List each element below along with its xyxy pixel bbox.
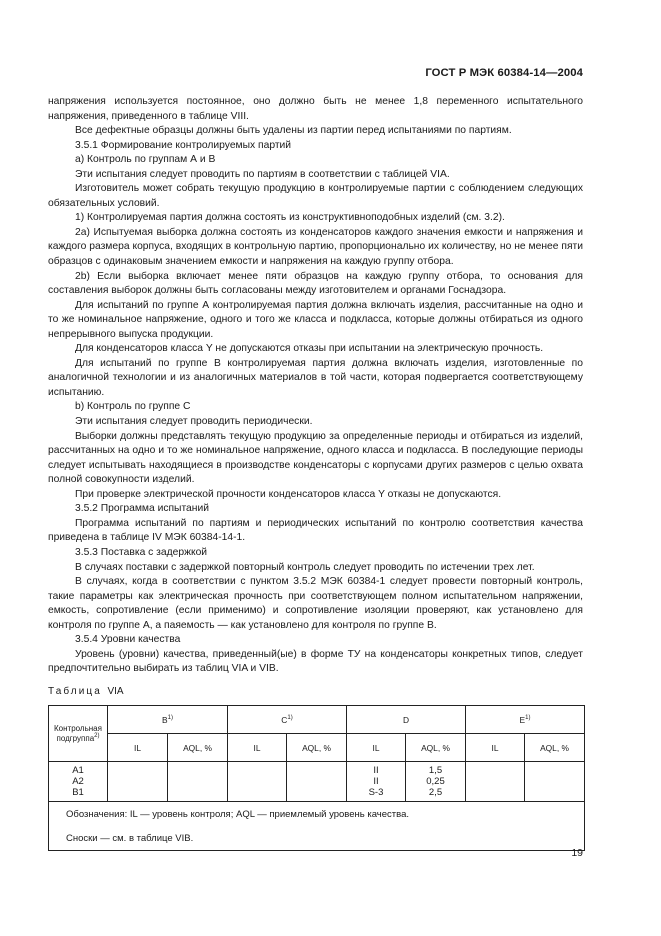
paragraph: 3.5.4 Уровни качества — [75, 634, 181, 646]
standard-header: ГОСТ Р МЭК 60384-14—2004 — [425, 67, 583, 79]
subheader-il: IL — [347, 734, 406, 762]
table-cell-empty — [228, 762, 287, 802]
paragraph: При проверке электрической прочности конденсаторов класса Y отказы не допускаются. — [75, 488, 502, 500]
paragraph: Эти испытания следует проводить по партиям в соответствии с таблицей VIA. — [75, 168, 450, 180]
paragraph: Выборки должны представлять текущую продукцию за определенные периоды и отбираться из изделий, рассчитанных на одно и то же номинальное напряжение, одного класса и подкласса. В последующие периоды следует испытывать находящиеся в производстве конденсаторы с корпусами других размеров с целью охвата полной совокупности изделий. — [48, 430, 583, 486]
quality-levels-table — [48, 705, 585, 851]
group-header-c: $C^{1)}$ — [228, 706, 347, 734]
table-cell-empty — [525, 762, 585, 802]
subheader-aql: AQL, % — [406, 734, 466, 762]
subheader-aql: AQL, % — [168, 734, 228, 762]
table-cell-empty — [287, 762, 347, 802]
body-text — [48, 95, 583, 677]
subheader-aql: AQL, % — [287, 734, 347, 762]
page-number: 19 — [571, 847, 583, 859]
table-cell-empty — [168, 762, 228, 802]
paragraph: Программа испытаний по партиям и периодических испытаний по контролю соответствия качества приведена в таблице IV МЭК 60384-14-1. — [48, 517, 583, 544]
paragraph: 3.5.3 Поставка с задержкой — [75, 546, 208, 558]
paragraph: Изготовитель может собрать текущую продукцию в контролируемые партии с соблюдением следующих обязательных условий. — [48, 183, 583, 209]
paragraph: 2а) Испытуемая выборка должна состоять из конденсаторов каждого значения емкости и напряжения и каждого размера корпуса, входящих в контрольную партию, пропорционально их количеству, но не менее пяти образцов с одинаковым значением емкости и напряжения на каждую группу отбора. — [48, 226, 583, 268]
paragraph: Все дефектные образцы должны быть удалены из партии перед испытаниями по партиям. — [75, 125, 512, 137]
paragraph: Эти испытания следует проводить периодически. — [75, 416, 313, 428]
paragraph: 3.5.1 Формирование контролируемых партий — [75, 139, 292, 151]
d-aql-cell: 1,5 0,25 2,5 — [406, 762, 466, 802]
group-header-d: D — [347, 706, 466, 734]
paragraph: 1) Контролируемая партия должна состоять из конструктивноподобных изделий (см. 3.2). — [75, 212, 505, 224]
subgroups-cell: A1 A2 B1 — [49, 762, 108, 802]
subheader-il: IL — [466, 734, 525, 762]
table-cell-empty — [108, 762, 168, 802]
table-note-footnotes: Сноски — см. в таблице VIB. — [49, 826, 585, 851]
paragraph: В случаях, когда в соответствии с пунктом 3.5.2 МЭК 60384-1 следует провести повторный контроль, такие параметры как электрическая прочность при соответствующем полном испытательном напряжении, емкость, сопротивление (если применимо) и сопротивление изоляции проверяют, как установлено для контроля по группе А, а паяемость — как установлено для контроля по группе В. — [48, 576, 583, 631]
table-caption-word: Таблица — [48, 686, 102, 697]
paragraph: напряжения используется постоянное, оно должно быть не менее 1,8 переменного испытательного напряжения, приведенного в таблице VIII. — [48, 96, 583, 122]
row-header-cell — [49, 706, 108, 762]
paragraph: 3.5.2 Программа испытаний — [75, 503, 209, 515]
subheader-il: IL — [108, 734, 168, 762]
paragraph: В случаях поставки с задержкой повторный контроль следует проводить по истечении трех лет. — [75, 561, 535, 573]
table-caption — [48, 686, 124, 697]
d-il-cell: II II S-3 — [347, 762, 406, 802]
subheader-aql: AQL, % — [525, 734, 585, 762]
paragraph: Для испытаний по группе В контролируемая партия должна включать изделия, изготовленные по аналогичной технологии и из аналогичных материалов в той части, которая подвергается соответствующему испытанию. — [48, 357, 583, 398]
paragraph: а) Контроль по группам А и В — [75, 154, 216, 166]
group-header-e: $E^{1)}$ — [466, 706, 585, 734]
paragraph: b) Контроль по группе С — [75, 401, 191, 413]
table-note-legend: Обозначения: IL — уровень контроля; AQL — приемлемый уровень качества. — [49, 802, 585, 827]
paragraph: 2b) Если выборка включает менее пяти образцов на каждую группу отбора, то основания для составления выборок должны быть согласованы между изготовителем и органами Госнадзора. — [48, 270, 583, 297]
row-header-footnote: 2) — [94, 732, 100, 739]
table-caption-id: VIA — [107, 686, 124, 697]
paragraph: Для конденсаторов класса Y не допускаются отказы при испытании на электрическую прочность. — [75, 343, 544, 355]
subheader-il: IL — [228, 734, 287, 762]
paragraph: Уровень (уровни) качества, приведенный(ые) в форме ТУ на конденсаторы конкретных типов, следует предпочтительно выбирать из таблиц VIA и VIB. — [48, 648, 583, 675]
group-header-b: $B^{1)}$ — [108, 706, 228, 734]
table-cell-empty — [466, 762, 525, 802]
row-header-label: Контрольная подгруппа — [54, 723, 102, 743]
paragraph: Для испытаний по группе А контролируемая партия должна включать изделия, рассчитанные на одно и то же номинальное напряжение, одного и того же класса и подкласса, которые должны отбираться из одного непрерывного выпуска продукции. — [48, 299, 583, 340]
